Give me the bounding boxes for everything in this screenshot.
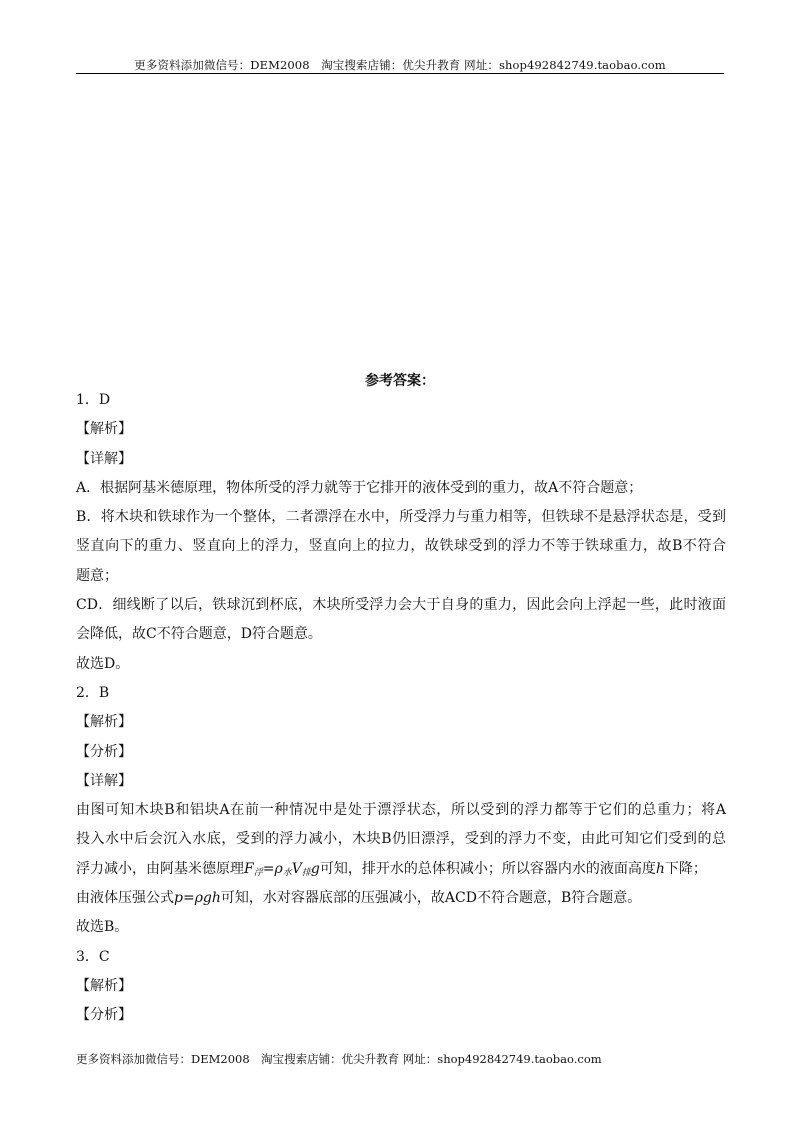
answer-content xyxy=(76,386,726,1031)
q1-option-b-line2: 竖直向下的重力、竖直向上的浮力，竖直向上的拉力，故铁球受到的浮力不等于铁球重力，故B不符合 xyxy=(76,538,726,555)
q2-line4-post: 可知，水对容器底部的压强减小，故ACD不符合题意，B符合题意。 xyxy=(220,890,642,907)
q2-answer: 2．B xyxy=(76,684,110,701)
q2-line3-post: 下降； xyxy=(664,860,707,877)
formula-F-sub: 浮 xyxy=(253,867,263,878)
q2-line1: 由图可知木块B和铝块A在前一种情况中是处于漂浮状态，所以受到的浮力都等于它们的总重力；将A xyxy=(76,802,726,819)
header-rule xyxy=(76,73,724,74)
page-footer: 更多资料添加微信号：DEM2008 淘宝搜索店铺：优尖升教育 网址：shop492842749.taobao.com xyxy=(76,1052,602,1066)
q1-option-b-line1: B．将木块和铁球作为一个整体，二者漂浮在水中，所受浮力与重力相等，但铁球不是悬浮状态是，受到 xyxy=(76,509,726,526)
q3-tag-fenxi: 【分析】 xyxy=(76,1007,132,1024)
page-header: 更多资料添加微信号：DEM2008 淘宝搜索店铺：优尖升教育 网址：shop492842749.taobao.com xyxy=(134,58,666,72)
q3-answer: 3．C xyxy=(76,948,110,965)
formula-g: g xyxy=(310,860,320,877)
q2-tag-fenxi: 【分析】 xyxy=(76,743,132,760)
pressure-formula: p=ρgh xyxy=(174,890,221,907)
formula-rho-sub: 水 xyxy=(282,867,292,878)
q1-option-a: A．根据阿基米德原理，物体所受的浮力就等于它排开的液体受到的重力，故A不符合题意； xyxy=(76,479,643,496)
q2-line3-mid: 可知，排开水的总体积减小；所以容器内水的液面高度 xyxy=(319,860,656,877)
q1-option-b-line3: 题意； xyxy=(76,567,118,584)
formula-V: V xyxy=(291,860,302,877)
formula-h: h xyxy=(655,860,665,877)
q1-option-cd-line1: CD．细线断了以后，铁球沉到杯底，木块所受浮力会大于自身的重力，因此会向上浮起一些，此时液面 xyxy=(76,597,726,614)
q2-line3 xyxy=(76,855,726,884)
q2-line4 xyxy=(76,884,726,913)
formula-eq: = xyxy=(262,860,275,877)
q2-tag-xiangjie: 【详解】 xyxy=(76,772,132,789)
q1-tag-xiangjie: 【详解】 xyxy=(76,450,132,467)
formula-F: F xyxy=(244,860,254,877)
q2-line2: 投入水中后会沉入水底，受到的浮力减小，木块B仍旧漂浮，受到的浮力不变，由此可知它们受到的总 xyxy=(76,831,726,848)
formula-rho: ρ xyxy=(274,860,283,877)
q2-conclusion: 故选B。 xyxy=(76,919,129,936)
q2-line4-pre: 由液体压强公式 xyxy=(76,890,174,907)
q1-option-cd-line2: 会降低，故C不符合题意，D符合题意。 xyxy=(76,626,322,643)
q3-tag-jiexi: 【解析】 xyxy=(76,977,132,994)
q1-conclusion: 故选D。 xyxy=(76,655,130,672)
q1-tag-jiexi: 【解析】 xyxy=(76,421,132,438)
formula-V-sub: 排 xyxy=(301,867,311,878)
q2-line3-pre: 浮力减小，由阿基米德原理 xyxy=(76,860,244,877)
q1-answer: 1．D xyxy=(76,392,111,408)
q2-tag-jiexi: 【解析】 xyxy=(76,714,132,731)
answer-key-title: 参考答案： xyxy=(365,373,435,389)
